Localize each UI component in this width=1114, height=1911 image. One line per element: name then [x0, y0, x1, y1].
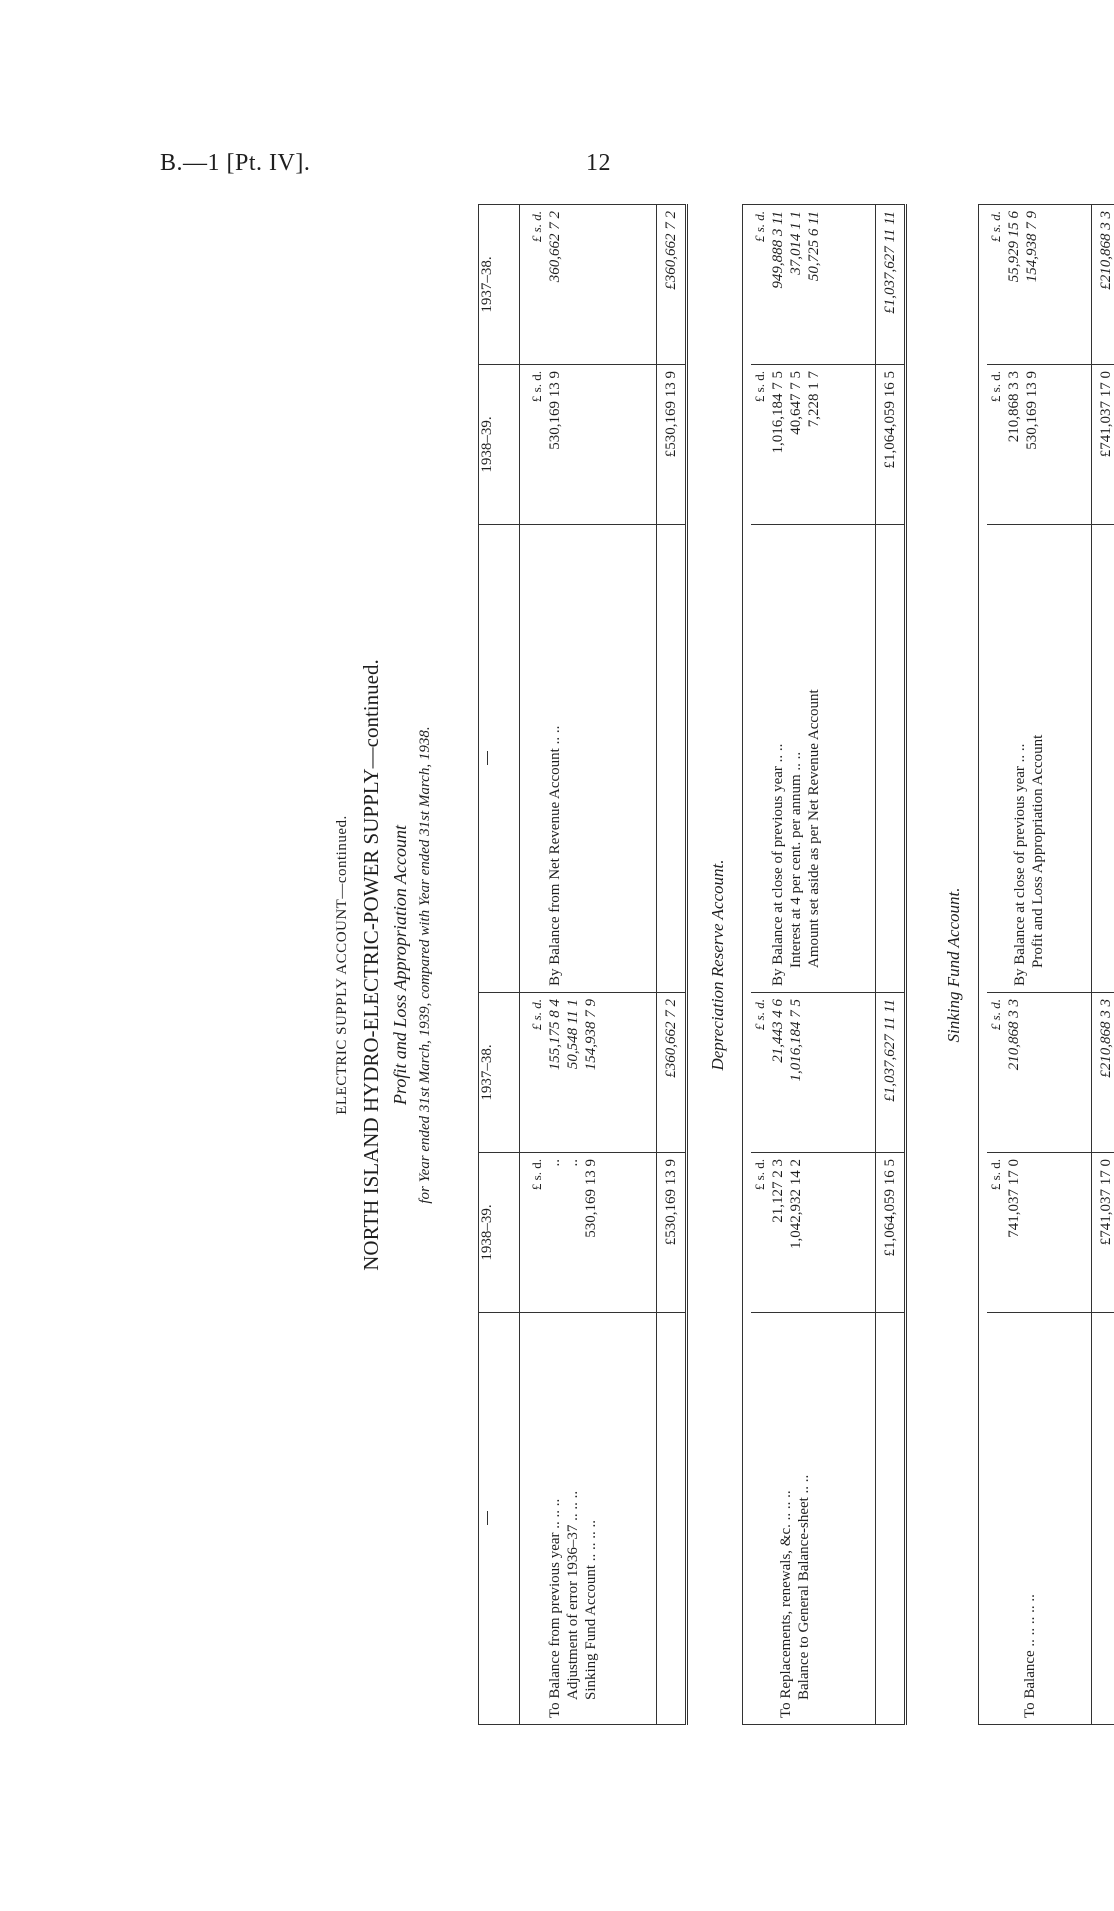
credit-line: Profit and Loss Appropriation Account [1030, 734, 1046, 968]
debit-line: To Replacements, renewals, &c. .. .. .. [778, 1490, 794, 1718]
credit-line: Interest at 4 per cent. per annum .. .. [788, 751, 804, 968]
debit-1938-values [751, 1153, 876, 1313]
depreciation-section-title: Depreciation Reserve Account. [708, 859, 727, 1071]
rotated-page-content [330, 205, 1114, 1725]
year-1938-header: 1938–39. [479, 1153, 520, 1313]
spacer-cell [657, 1313, 687, 1725]
year-1938-header: 1938–39. [479, 365, 520, 525]
total-cell: £1,037,627 11 11 [876, 204, 906, 364]
value-cell: 21,127 2 3 [770, 1159, 786, 1223]
totals-row [876, 204, 906, 1724]
value-cell: 50,725 6 11 [806, 210, 822, 282]
total-cell: £530,169 13 9 [657, 365, 687, 525]
value-cell: 40,647 7 5 [788, 371, 804, 435]
debit-1938-values [520, 1153, 657, 1313]
credit-line: Amount set aside as per Net Revenue Account [806, 689, 822, 968]
value-cell: 1,042,932 14 2 [788, 1159, 804, 1249]
table-row [520, 205, 657, 1725]
currency-units: £ s. d. [988, 999, 1003, 1031]
page-section-label: B.—1 [Pt. IV]. [160, 150, 311, 176]
currency-units: £ s. d. [752, 210, 767, 242]
total-cell: £741,037 17 0 [1092, 365, 1114, 525]
year-1937-header: 1937–38. [479, 205, 520, 365]
value-cell: .. [565, 1159, 581, 1167]
total-cell: £210,868 3 3 [1092, 993, 1114, 1153]
value-cell: 50,548 11 1 [565, 999, 581, 1070]
value-cell: 155,175 8 4 [547, 999, 563, 1071]
account-title: Profit and Loss Appropriation Account [390, 824, 410, 1106]
totals-row [657, 205, 687, 1725]
value-cell: 530,169 13 9 [547, 371, 563, 450]
titles-block [330, 205, 434, 1725]
credit-1938-values [520, 365, 657, 525]
particulars-header [479, 1313, 520, 1725]
value-cell: 360,662 7 2 [547, 211, 563, 283]
debit-line: To Balance .. .. .. .. .. [1022, 1594, 1038, 1718]
debit-1937-values [987, 993, 1092, 1153]
value-cell: 21,443 4 6 [770, 999, 786, 1063]
debit-1938-values [987, 1153, 1092, 1313]
currency-units: £ s. d. [529, 1159, 544, 1191]
value-cell: 741,037 17 0 [1006, 1159, 1022, 1238]
currency-units: £ s. d. [752, 371, 767, 403]
value-cell: 210,868 3 3 [1006, 371, 1022, 443]
value-cell: 949,888 3 11 [770, 210, 786, 289]
debit-line: Sinking Fund Account .. .. .. .. [583, 1519, 599, 1700]
credit-items [987, 525, 1092, 993]
value-cell: 1,016,184 7 5 [788, 999, 804, 1082]
table-row [751, 204, 876, 1724]
value-cell: 530,169 13 9 [1024, 371, 1040, 450]
value-cell: .. [547, 1159, 563, 1167]
credit-line: By Balance at close of previous year .. .. [770, 743, 786, 986]
spacer-cell [876, 525, 906, 993]
total-cell: £360,662 7 2 [657, 205, 687, 365]
credit-1937-values [520, 205, 657, 365]
credit-1938-values [751, 365, 876, 525]
debit-items [751, 1313, 876, 1725]
pl-appropriation-table [478, 204, 688, 1725]
credit-1937-values [987, 204, 1092, 364]
supply-account-title: ELECTRIC SUPPLY ACCOUNT—continued. [334, 815, 350, 1115]
total-cell: £1,037,627 11 11 [876, 993, 906, 1153]
totals-row [1092, 204, 1114, 1724]
table-top-rule [743, 204, 752, 1724]
debit-line: Balance to General Balance-sheet .. .. [796, 1474, 812, 1700]
credit-line: By Balance from Net Revenue Account .. .. [547, 725, 563, 986]
value-cell: 37,014 1 1 [788, 210, 804, 275]
depreciation-reserve-table [742, 204, 907, 1725]
debit-items [520, 1313, 657, 1725]
spacer-cell [1092, 1313, 1114, 1725]
year-1937-header: 1937–38. [479, 993, 520, 1153]
value-cell: 1,016,184 7 5 [770, 371, 786, 454]
credit-items [751, 525, 876, 993]
credit-1938-values [987, 365, 1092, 525]
currency-units: £ s. d. [988, 1159, 1003, 1191]
particulars-header [479, 525, 520, 993]
currency-units: £ s. d. [752, 999, 767, 1031]
value-cell: 7,228 1 7 [806, 371, 822, 428]
table-top-rule [979, 204, 988, 1724]
credit-line: By Balance at close of previous year .. .. [1012, 743, 1028, 986]
debit-1937-values [751, 993, 876, 1153]
spacer-cell [657, 525, 687, 993]
debit-line: Adjustment of error 1936–37 .. .. .. [565, 1490, 581, 1700]
credit-1937-values [751, 204, 876, 364]
period-subtitle: for Year ended 31st March, 1939, compared with Year ended 31st March, 1938. [417, 726, 433, 1204]
credit-items [520, 525, 657, 993]
total-cell: £530,169 13 9 [657, 1153, 687, 1313]
spacer-cell [1092, 525, 1114, 993]
total-cell: £1,064,059 16 5 [876, 365, 906, 525]
value-cell: 530,169 13 9 [583, 1159, 599, 1238]
page-number: 12 [586, 150, 611, 176]
total-cell: £360,662 7 2 [657, 993, 687, 1153]
table-header-row [479, 205, 520, 1725]
debit-1937-values [520, 993, 657, 1153]
currency-units: £ s. d. [988, 371, 1003, 403]
currency-units: £ s. d. [529, 371, 544, 403]
value-cell: 154,938 7 9 [583, 999, 599, 1071]
currency-units: £ s. d. [529, 999, 544, 1031]
spacer-cell [876, 1313, 906, 1725]
total-cell: £1,064,059 16 5 [876, 1153, 906, 1313]
currency-units: £ s. d. [752, 1159, 767, 1191]
currency-units: £ s. d. [529, 211, 544, 243]
sinking-fund-section-title: Sinking Fund Account. [944, 887, 963, 1043]
value-cell: 154,938 7 9 [1024, 210, 1040, 283]
debit-line: To Balance from previous year .. .. .. [547, 1498, 563, 1718]
debit-items [987, 1313, 1092, 1725]
value-cell: 210,868 3 3 [1006, 999, 1022, 1071]
value-cell: 55,929 15 6 [1006, 210, 1022, 283]
scheme-title: NORTH ISLAND HYDRO-ELECTRIC-POWER SUPPLY—continued. [359, 659, 383, 1271]
total-cell: £741,037 17 0 [1092, 1153, 1114, 1313]
currency-units: £ s. d. [988, 210, 1003, 242]
sinking-fund-table [978, 204, 1114, 1725]
table-row [987, 204, 1092, 1724]
total-cell: £210,868 3 3 [1092, 204, 1114, 364]
